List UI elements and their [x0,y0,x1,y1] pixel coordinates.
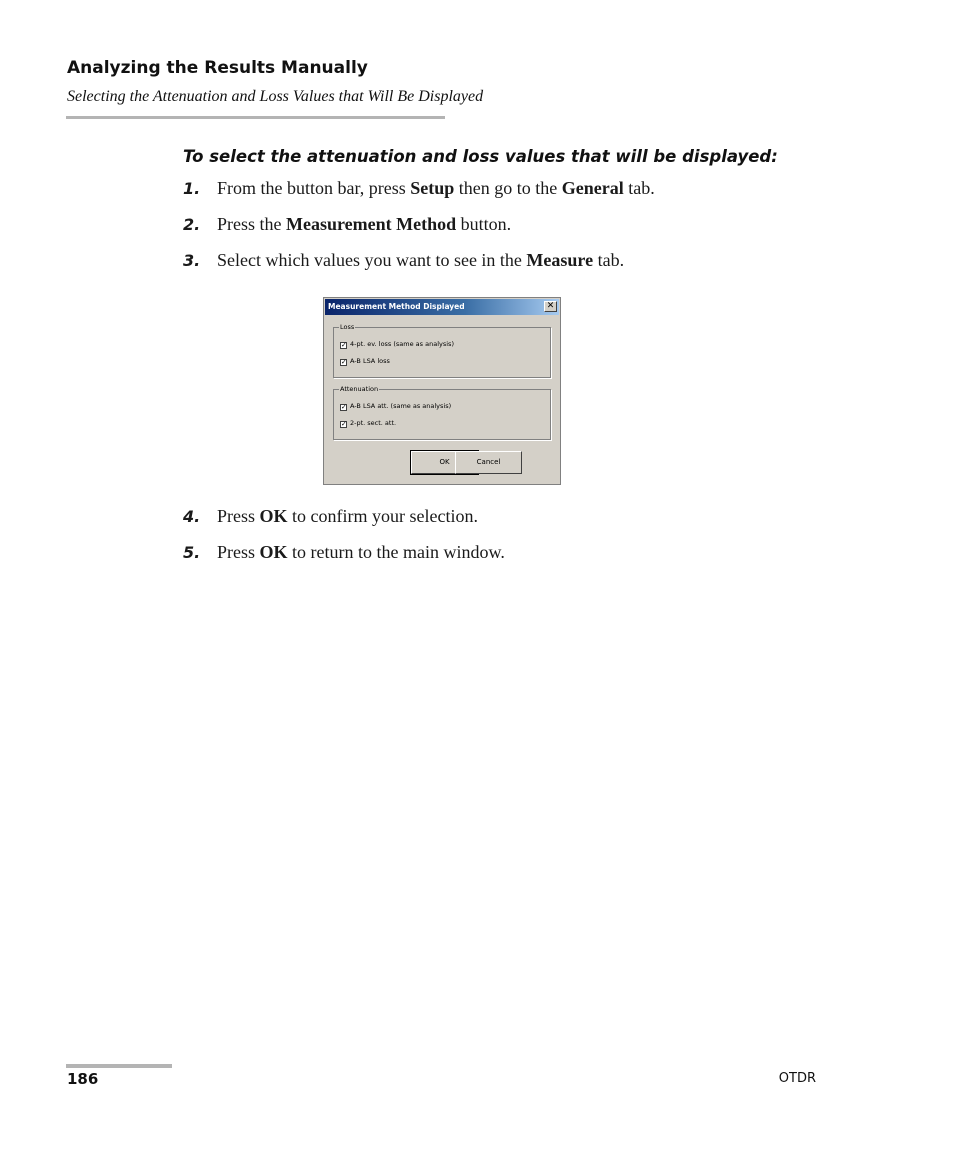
step-5 [183,542,505,563]
option-ab-lsa-loss[interactable] [340,357,390,366]
step-emphasis: General [561,178,624,198]
step-emphasis: Measurement Method [286,214,457,234]
checkbox-ab-lsa-att[interactable]: ✓ [341,403,347,411]
step-text: to return to the main window. [287,542,505,562]
step-text: tab. [593,250,625,270]
checkbox-label: A-B LSA loss [350,357,390,365]
cancel-button[interactable]: Cancel [455,451,522,474]
step-2 [183,214,511,235]
step-number: 5. [183,543,201,562]
step-text: Select which values you want to see in the [217,250,527,270]
checkbox-label: 2-pt. sect. att. [350,419,397,427]
step-4 [183,506,478,527]
product-name: OTDR [778,1071,816,1086]
step-emphasis: Setup [410,178,455,198]
step-text: From the button bar, press [217,178,411,198]
step-text: button. [456,214,512,234]
loss-group-label: Loss [340,323,355,331]
step-emphasis: OK [259,542,288,562]
step-3 [183,250,624,271]
attenuation-groupbox [333,385,551,440]
ok-button[interactable]: OK [411,451,478,474]
procedure-heading: To select the attenuation and loss values that will be displayed: [183,147,778,166]
checkbox-label: A-B LSA att. (same as analysis) [350,402,452,410]
step-number: 2. [183,215,201,234]
option-2pt-sect-att[interactable] [340,419,396,428]
dialog-title: Measurement Method Displayed [328,302,465,311]
step-text: Press [217,506,260,526]
option-ab-lsa-att[interactable] [340,402,451,411]
header-divider [66,116,445,119]
step-number: 1. [183,179,201,198]
step-1 [183,178,655,199]
page-number: 186 [67,1070,99,1088]
measurement-method-dialog [323,297,561,485]
dialog-titlebar [325,299,559,315]
step-emphasis: Measure [526,250,594,270]
step-text: then go to the [454,178,562,198]
page-header-title: Analyzing the Results Manually [67,58,368,78]
checkbox-2pt-sect-att[interactable]: ✓ [341,420,347,428]
attenuation-group-label: Attenuation [340,385,379,393]
step-text: Press the [217,214,286,234]
loss-groupbox [333,323,551,378]
footer-divider [66,1064,172,1068]
checkbox-ab-lsa-loss[interactable]: ✓ [341,358,347,366]
step-text: Press [217,542,260,562]
step-number: 4. [183,507,201,526]
step-number: 3. [183,251,201,270]
step-text: to confirm your selection. [287,506,478,526]
close-icon[interactable]: ✕ [544,301,557,312]
option-4pt-ev-loss[interactable] [340,340,454,349]
checkbox-label: 4-pt. ev. loss (same as analysis) [350,340,454,348]
page-header-subtitle: Selecting the Attenuation and Loss Values that Will Be Displayed [67,88,484,105]
checkbox-4pt-ev-loss[interactable]: ✓ [341,341,347,349]
step-emphasis: OK [259,506,288,526]
step-text: tab. [623,178,655,198]
